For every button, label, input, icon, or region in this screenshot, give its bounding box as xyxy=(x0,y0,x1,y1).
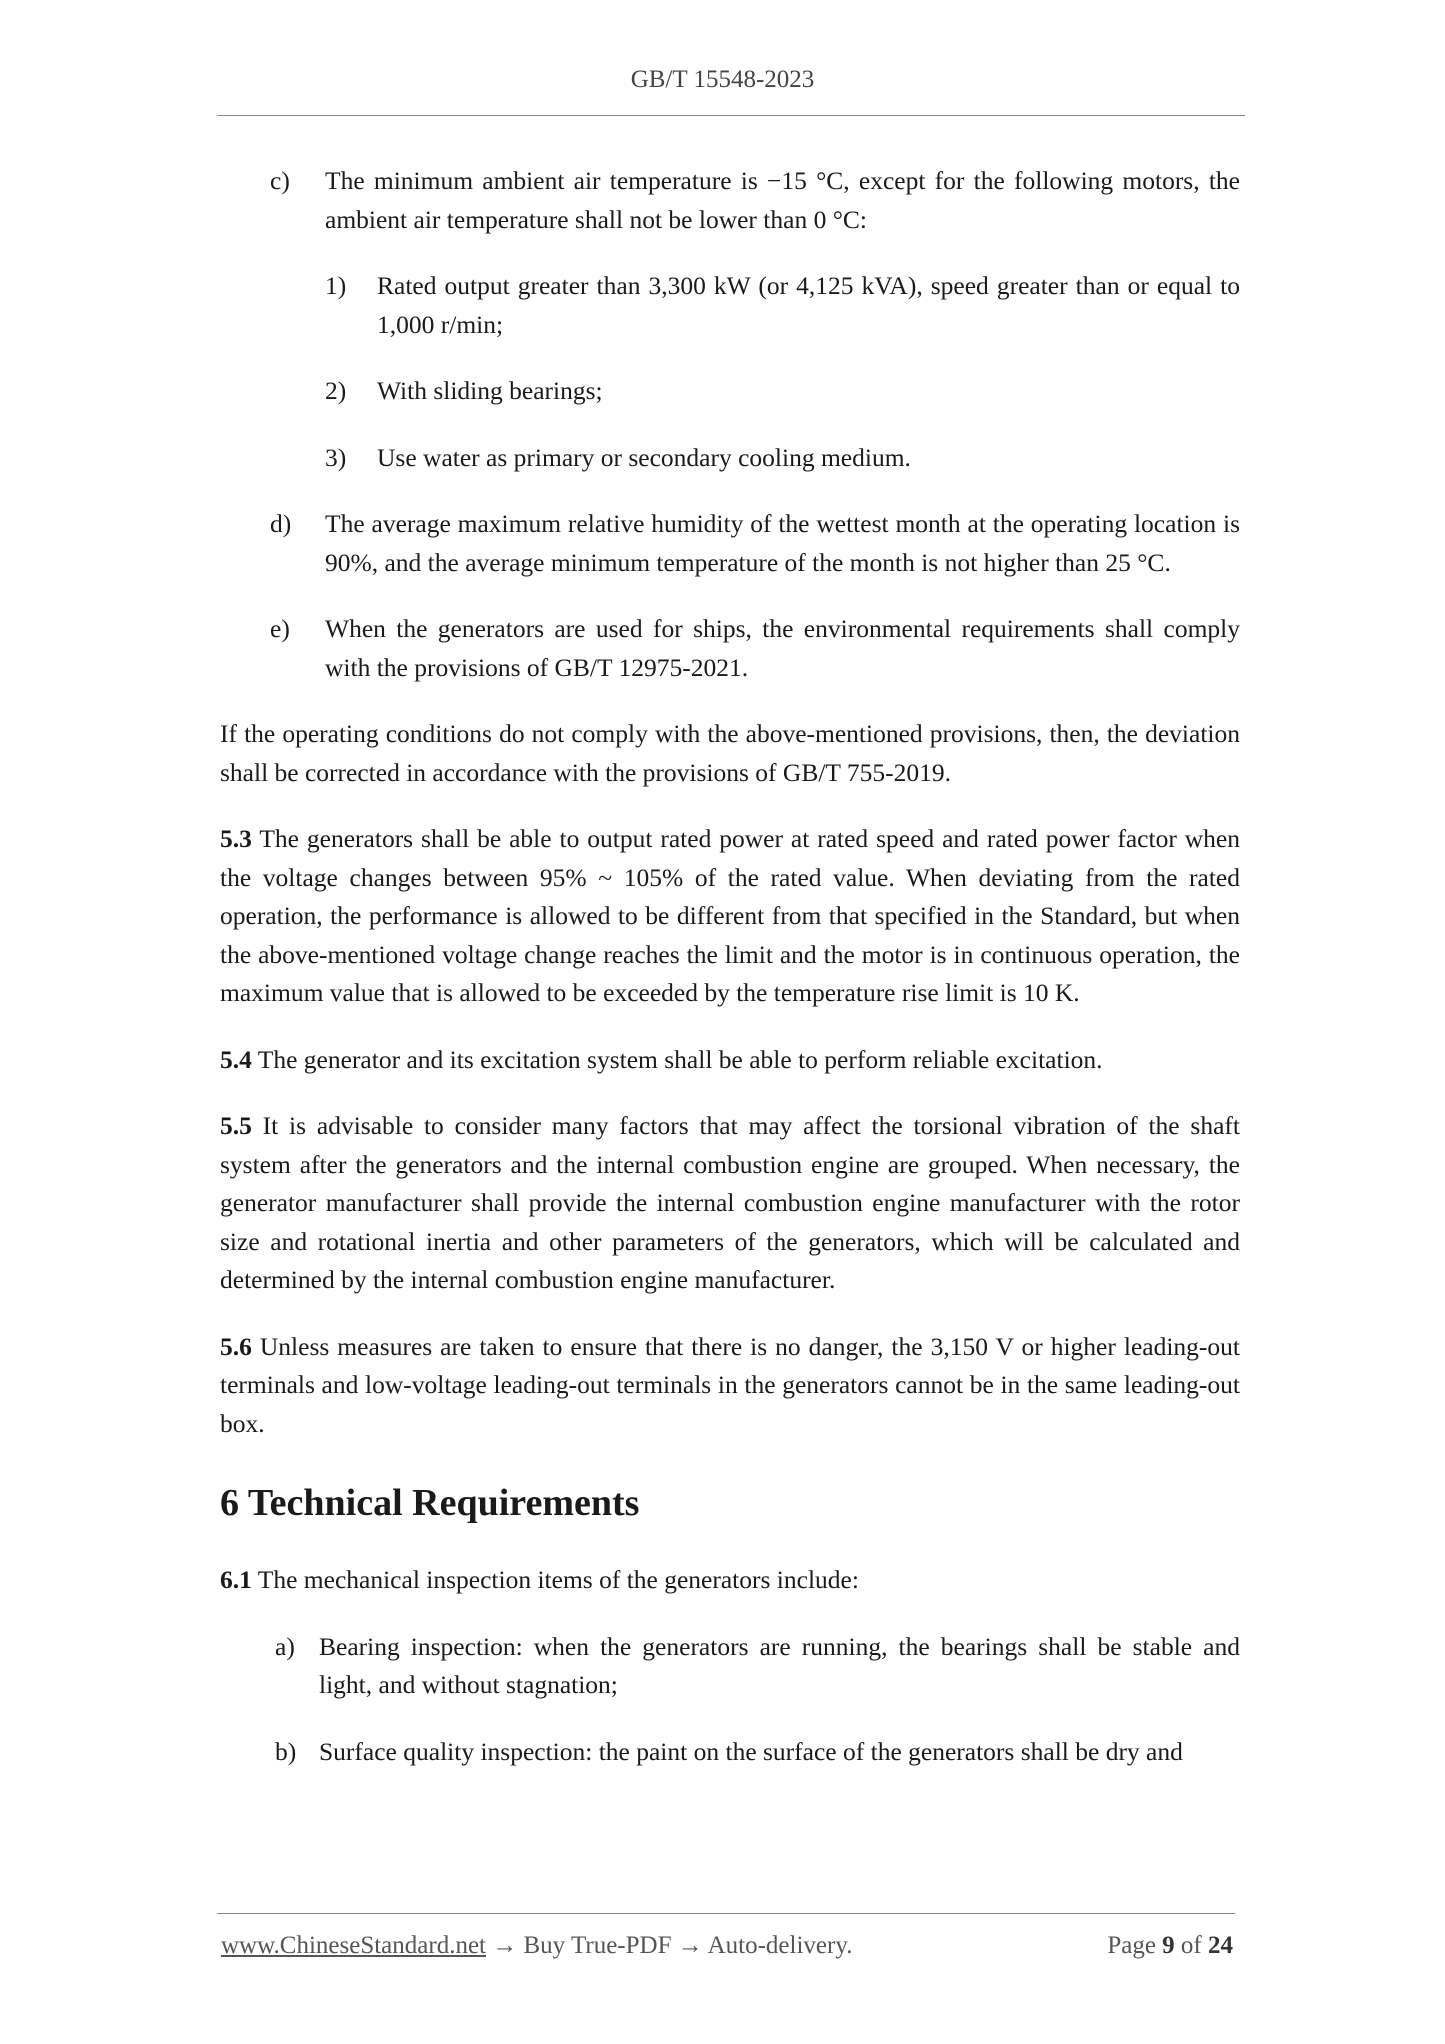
clause-5-3 xyxy=(220,820,1240,1013)
list-item-text: Use water as primary or secondary cooling medium. xyxy=(377,442,911,472)
clause-text: The generator and its excitation system shall be able to perform reliable excitation. xyxy=(251,1044,1103,1074)
of-label: of xyxy=(1174,1932,1208,1959)
list-marker: d) xyxy=(270,509,292,538)
list-item-b xyxy=(220,1733,1240,1772)
sub-list-item-2 xyxy=(220,372,1240,411)
deviation-paragraph: If the operating conditions do not comply with the above-mentioned provisions, then, the deviation shall be corrected in accordance with the provisions of GB/T 755-2019. xyxy=(220,719,1240,787)
section-heading: 6 Technical Requirements xyxy=(220,1482,640,1524)
clause-6-1 xyxy=(220,1561,1240,1600)
header-divider xyxy=(217,115,1245,116)
list-item-text: Rated output greater than 3,300 kW (or 4,125 kVA), speed greater than or equal to 1,000 r/min; xyxy=(377,271,1240,339)
sub-list-item-1 xyxy=(220,267,1240,344)
list-item-text: When the generators are used for ships, the environmental requirements shall comply with the provisions of GB/T 12975-2021. xyxy=(325,614,1240,682)
list-item-c xyxy=(220,162,1240,239)
list-item-a xyxy=(220,1628,1240,1705)
list-marker: b) xyxy=(275,1736,297,1766)
arrow-icon: → xyxy=(671,1932,708,1959)
list-item-text: Surface quality inspection: the paint on the surface of the generators shall be dry and xyxy=(319,1736,1183,1766)
total-page-number: 24 xyxy=(1208,1932,1233,1959)
list-marker: 3) xyxy=(325,442,347,472)
footer-divider xyxy=(217,1913,1235,1914)
buy-link-text: Buy True-PDF xyxy=(523,1932,672,1959)
clause-text: Unless measures are taken to ensure that there is no danger, the 3,150 V or higher leading-out terminals and low-voltage leading-out terminals in the generators cannot be in the same leading-out box. xyxy=(220,1331,1240,1438)
delivery-text: Auto-delivery. xyxy=(707,1932,853,1959)
list-item-text: With sliding bearings; xyxy=(377,376,603,405)
clause-5-4 xyxy=(220,1041,1240,1080)
clause-number: 5.3 xyxy=(220,824,252,853)
list-item-text: The average maximum relative humidity of the wettest month at the operating location is 90%, and the average minimum temperature of the month is not higher than 25 °C. xyxy=(325,509,1240,577)
list-item-text: Bearing inspection: when the generators are running, the bearings shall be stable and light, and without stagnation; xyxy=(319,1631,1240,1699)
list-marker: e) xyxy=(270,614,290,643)
document-id-header: GB/T 15548-2023 xyxy=(630,66,815,93)
clause-5-5 xyxy=(220,1107,1240,1300)
clause-number: 5.4 xyxy=(220,1044,252,1074)
arrow-icon: → xyxy=(486,1932,524,1959)
page-label: Page xyxy=(1107,1932,1163,1959)
clause-text: The generators shall be able to output rated power at rated speed and rated power factor when the voltage changes between 95% ~ 105% of the rated value. When deviating from the rated operation, the performance is allowed to be different from that specified in the Standard, but when the above-mentioned voltage change reaches the limit and the motor is in continuous operation, the maximum value that is allowed to be exceeded by the temperature rise limit is 10 K. xyxy=(220,824,1240,1007)
page-indicator xyxy=(1107,1932,1233,1960)
clause-number: 5.6 xyxy=(220,1331,252,1361)
list-item-text: The minimum ambient air temperature is −15 °C, except for the following motors, the ambient air temperature shall not be lower than 0 °C: xyxy=(325,166,1240,234)
clause-5-6 xyxy=(220,1328,1240,1444)
site-link[interactable]: www.ChineseStandard.net xyxy=(221,1932,486,1959)
list-item-d xyxy=(220,505,1240,582)
clause-text: The mechanical inspection items of the generators include: xyxy=(251,1565,859,1594)
list-item-e xyxy=(220,610,1240,687)
list-marker: a) xyxy=(275,1631,295,1661)
footer-promo xyxy=(221,1932,852,1960)
sub-list-item-3 xyxy=(220,439,1240,478)
list-marker: c) xyxy=(270,166,290,195)
list-marker: 2) xyxy=(325,376,347,405)
list-marker: 1) xyxy=(325,271,347,300)
clause-text: It is advisable to consider many factors that may affect the torsional vibration of the shaft system after the generators and the internal combustion engine are grouped. When necessary, the generator manufacturer shall provide the internal combustion engine manufacturer with the rotor size and rotational inertia and other parameters of the generators, which will be calculated and determined by the internal combustion engine manufacturer. xyxy=(220,1111,1240,1294)
page-content xyxy=(220,162,1240,1771)
clause-number: 6.1 xyxy=(220,1565,252,1594)
current-page-number: 9 xyxy=(1162,1932,1175,1959)
clause-number: 5.5 xyxy=(220,1111,252,1140)
